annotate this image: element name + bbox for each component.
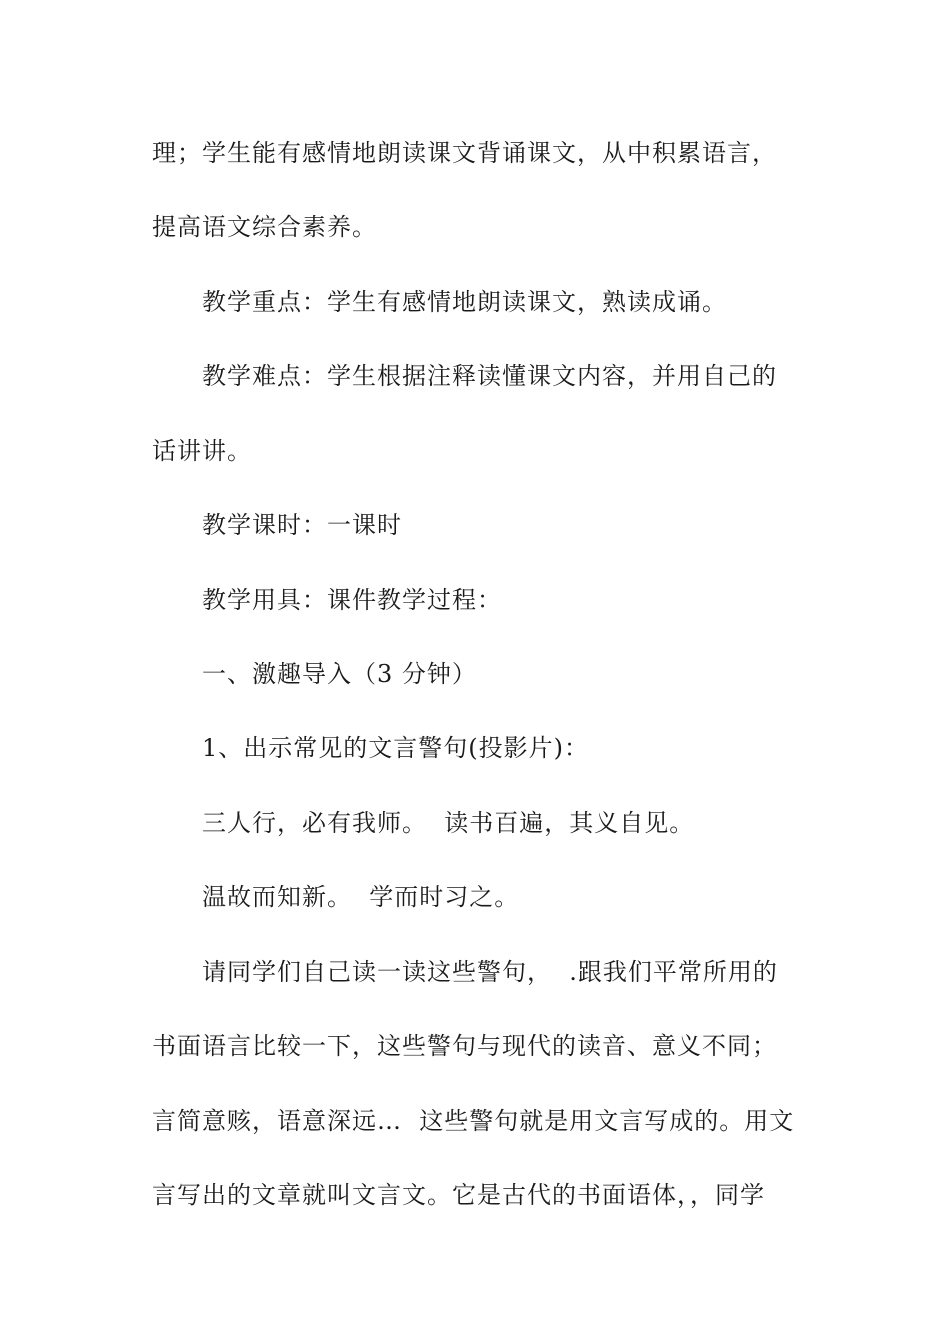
quote-line: 三人行，必有我师。 读书百遍，其义自见。: [202, 809, 695, 837]
text-line: 1、出示常见的文言警句(投影片)：: [202, 734, 589, 762]
quote-line: 温故而知新。 学而时习之。: [202, 883, 520, 911]
text-line: 话讲讲。: [152, 437, 252, 465]
text-line: 教学重点：学生有感情地朗读课文，熟读成诵。: [202, 288, 727, 316]
text-line: 教学课时：一课时: [202, 511, 402, 539]
section-heading: 一、激趣导入（3 分钟）: [202, 660, 477, 688]
text-line: 言简意赅，语意深远… 这些警句就是用文言写成的。用文: [152, 1107, 795, 1135]
text-line: 教学用具：课件教学过程：: [202, 586, 502, 614]
text-line: 书面语言比较一下，这些警句与现代的读音、意义不同；: [152, 1032, 777, 1060]
text-line: 理；学生能有感情地朗读课文背诵课文，从中积累语言，: [152, 139, 777, 167]
text-line: 提高语文综合素养。: [152, 213, 377, 241]
text-line: 教学难点：学生根据注释读懂课文内容，并用自己的: [202, 362, 777, 390]
text-line: 请同学们自己读一读这些警句， .跟我们平常所用的: [202, 958, 778, 986]
text-line: 言写出的文章就叫文言文。它是古代的书面语体，，同学: [152, 1181, 765, 1209]
